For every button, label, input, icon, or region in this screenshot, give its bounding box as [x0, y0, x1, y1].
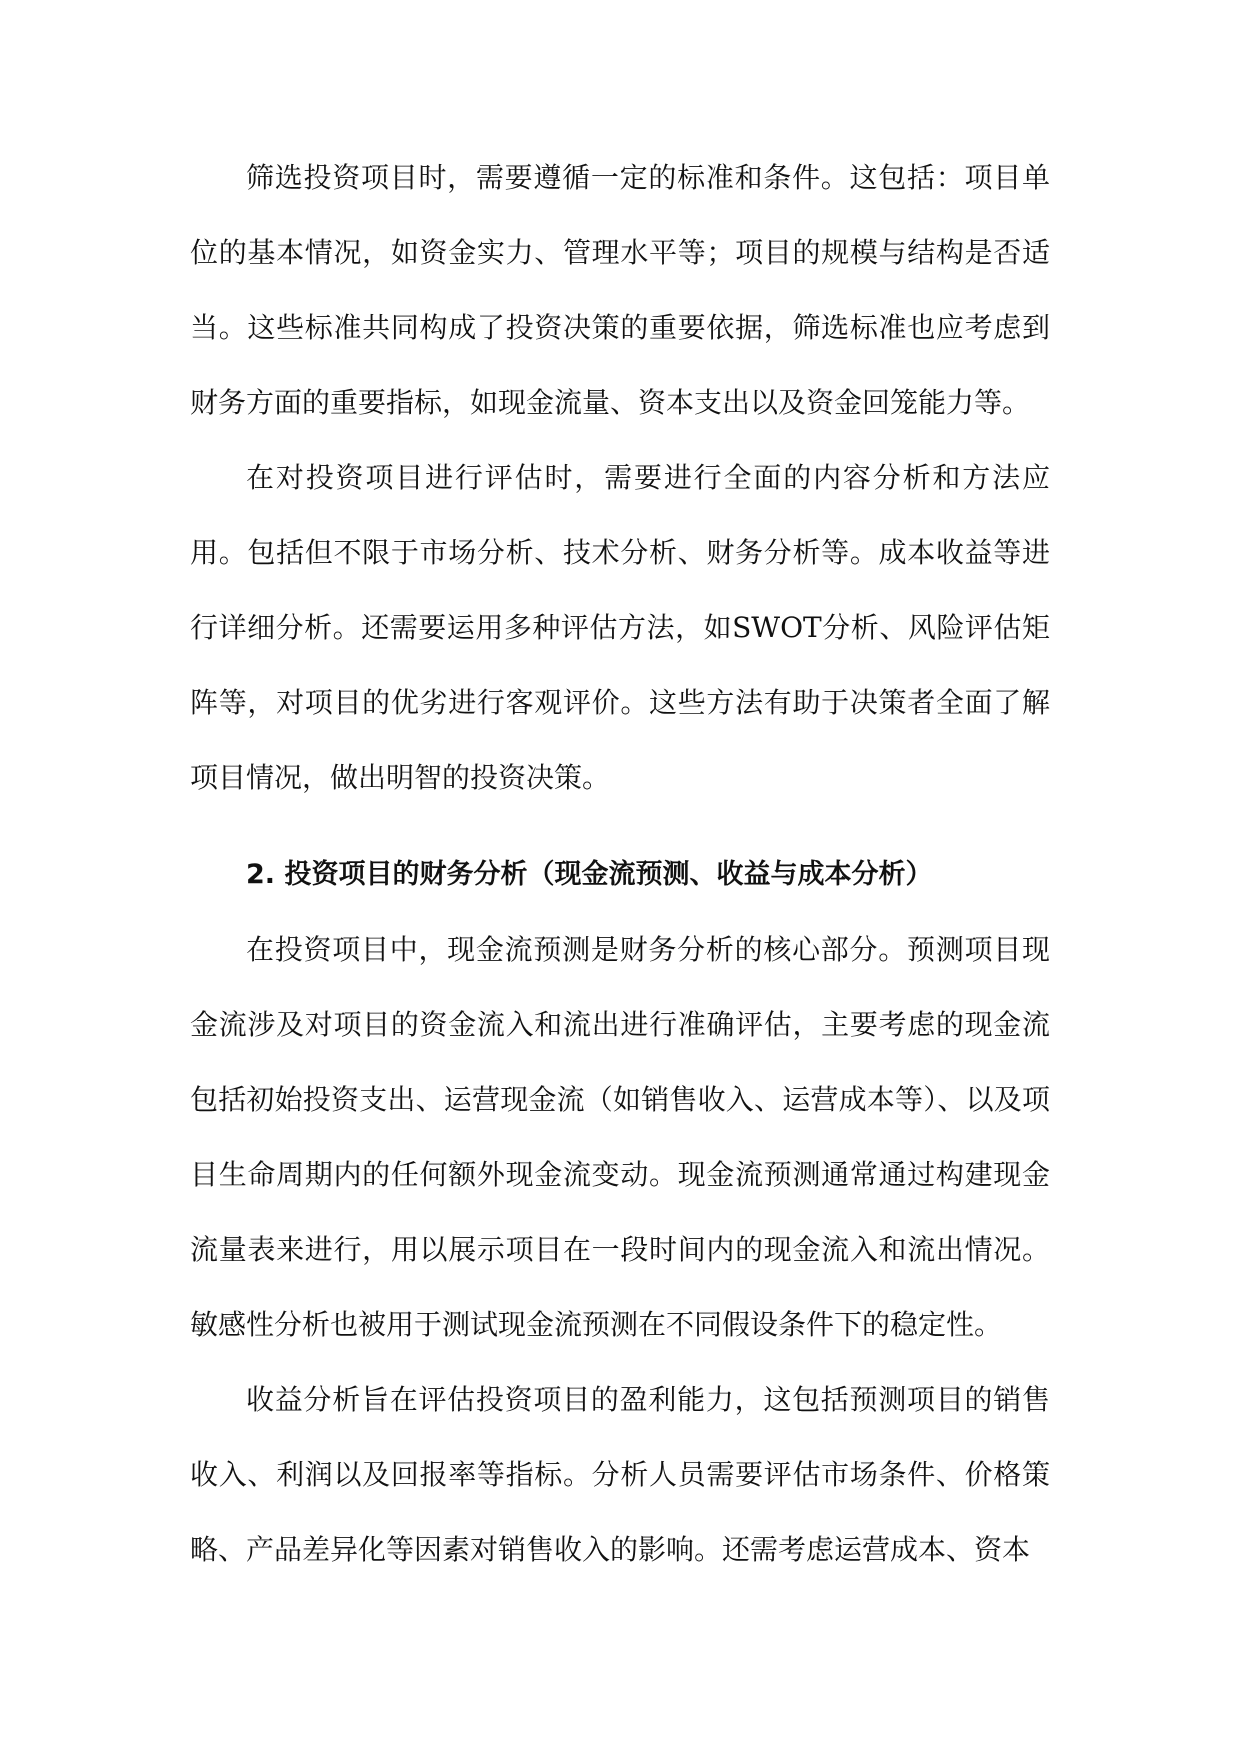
document-body — [190, 140, 1050, 1587]
section-heading-financial-analysis: 2. 投资项目的财务分析（现金流预测、收益与成本分析） — [246, 859, 933, 890]
paragraph-evaluation-methods: 在对投资项目进行评估时，需要进行全面的内容分析和方法应用。包括但不限于市场分析、技术分析、财务分析等。成本收益等进行详细分析。还需要运用多种评估方法，如SWOT分析、风险评估矩阵等，对项目的优劣进行客观评价。这些方法有助于决策者全面了解项目情况，做出明智的投资决策。 — [190, 461, 1050, 794]
paragraph-cash-flow-forecast: 在投资项目中，现金流预测是财务分析的核心部分。预测项目现金流涉及对项目的资金流入和流出进行准确评估，主要考虑的现金流包括初始投资支出、运营现金流（如销售收入、运营成本等）、以及项目生命周期内的任何额外现金流变动。现金流预测通常通过构建现金流量表来进行，用以展示项目在一段时间内的现金流入和流出情况。敏感性分析也被用于测试现金流预测在不同假设条件下的稳定性。 — [190, 933, 1050, 1341]
paragraph-revenue-analysis: 收益分析旨在评估投资项目的盈利能力，这包括预测项目的销售收入、利润以及回报率等指标。分析人员需要评估市场条件、价格策略、产品差异化等因素对销售收入的影响。还需考虑运营成本、资本 — [190, 1383, 1050, 1566]
paragraph-screening-criteria: 筛选投资项目时，需要遵循一定的标准和条件。这包括：项目单位的基本情况，如资金实力、管理水平等；项目的规模与结构是否适当。这些标准共同构成了投资决策的重要依据，筛选标准也应考虑到财务方面的重要指标，如现金流量、资本支出以及资金回笼能力等。 — [190, 161, 1050, 419]
